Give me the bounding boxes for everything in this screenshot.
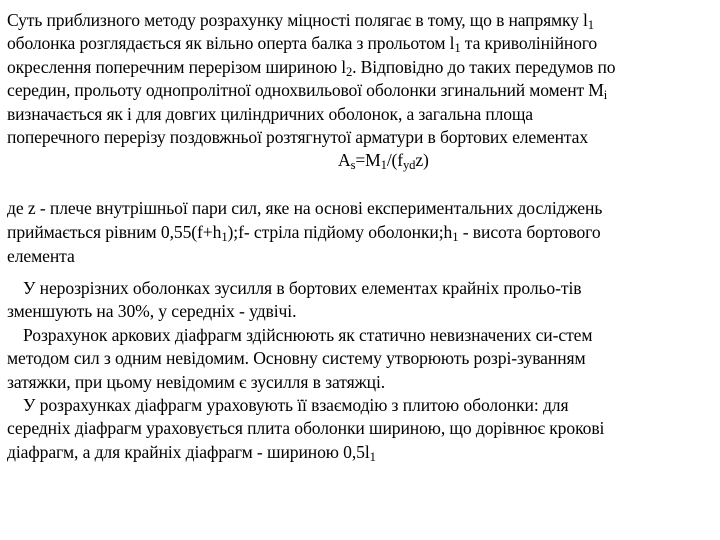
text-line: визначається як і для довгих циліндричних оболонок, а загальна площа bbox=[7, 103, 533, 124]
text-line: елемента bbox=[7, 246, 75, 266]
text-line: поперечного перерізу поздовжньої розтягнутої арматури в бортових елементах bbox=[7, 127, 588, 148]
text-line: методом сил з одним невідомим. Основну систему утворюють розрі-зуванням bbox=[7, 348, 586, 369]
text-line: У нерозрізних оболонках зусилля в бортових елементах крайніх прольо-тів bbox=[23, 278, 582, 298]
text-line: де z - плече внутрішньої пари сил, яке на основі експериментальних досліджень bbox=[7, 198, 603, 218]
text-line: окреслення поперечним перерізом шириною $l_2$. Відповідно до таких передумов по bbox=[7, 56, 616, 79]
text-line: оболонка розглядається як вільно оперта балка з прольотом $l_1$ та криволінійного bbox=[7, 33, 598, 56]
text-line: середин, прольоту однопролітної однохвильової оболонки згинальний момент $M_i$ bbox=[7, 80, 608, 103]
text-line: У розрахунках діафрагм ураховують її взаємодію з плитою оболонки: для bbox=[23, 395, 569, 416]
text-line: зменшують на 30%, у середніх - удвічі. bbox=[7, 301, 297, 322]
text-line: затяжки, при цьому невідомим є зусилля в затяжці. bbox=[7, 371, 386, 392]
text-line: середніх діафрагм ураховується плита оболонки шириною, що дорівнює крокові bbox=[7, 418, 605, 439]
text-line: Суть приблизного методу розрахунку міцності полягає в тому, що в напрямку $l_1$ bbox=[7, 10, 594, 33]
paragraph-formula-definitions bbox=[7, 196, 712, 268]
text-line: Розрахунок аркових діафрагм здійснюють як статично невизначених си-стем bbox=[23, 324, 593, 345]
reinforcement-area-formula: $A_s=M_1/(f_{yd}z)$ bbox=[338, 150, 429, 173]
paragraph-method-description bbox=[7, 9, 712, 173]
text-line: приймається рівним $0,55(f+h_1);f-$ стріла підйому $оболонки;h_1$ - висота бортового bbox=[7, 222, 601, 245]
paragraph-diaphragm-calculation bbox=[7, 277, 712, 464]
text-line: діафрагм, а для крайніх діафрагм - шириною $0,5l_1$ bbox=[7, 441, 376, 464]
